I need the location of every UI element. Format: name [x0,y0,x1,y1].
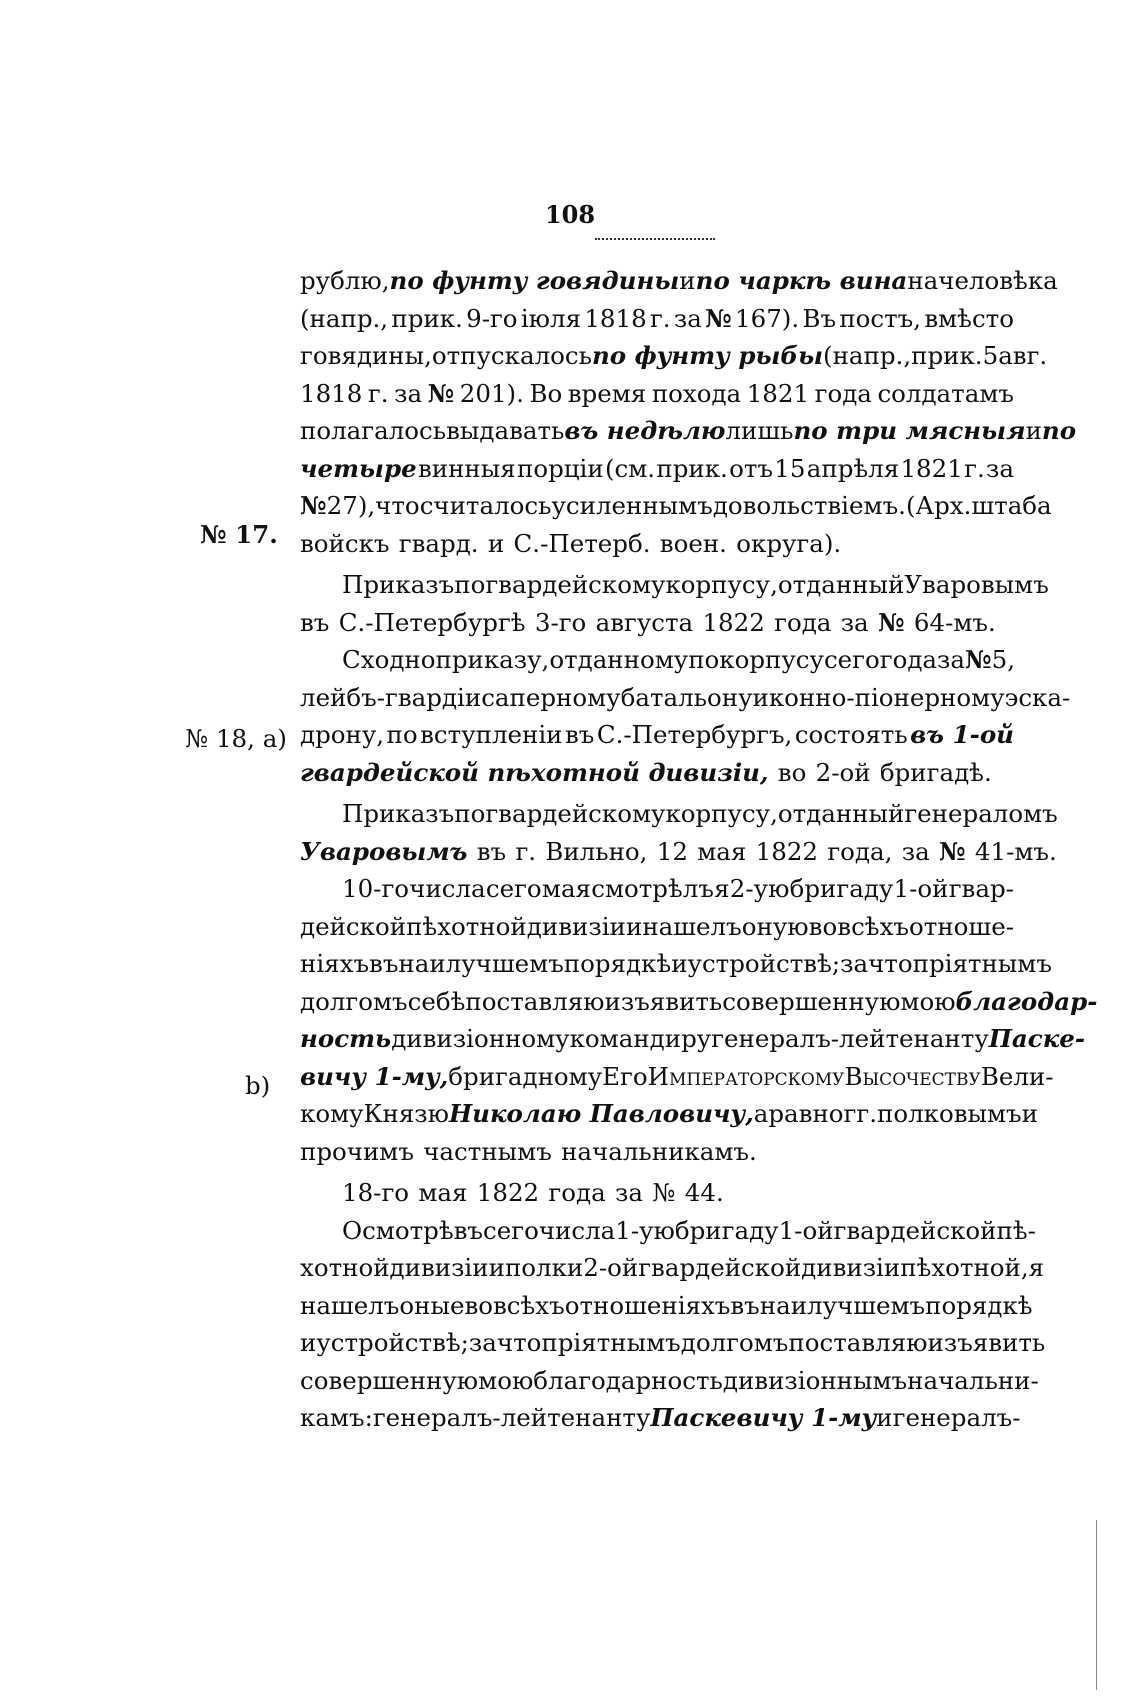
page-number: 108 [544,200,596,229]
text-line: 1818 г. за № 201). Во время похода 1821 года солдатамъ [300,378,1014,408]
main-text [300,262,1098,1437]
text-line: говядины, отпускалось по фунту рыбы (напр., прик. 5 авг. [300,341,1048,370]
entry-number-18b: b) [245,1071,271,1100]
text-line: камъ: генералъ-лейтенанту Паскевичу 1-му и генералъ- [300,1403,1021,1432]
text-line: № 27), что считалось усиленнымъ довольствіемъ. (Арх. штаба [300,491,1052,520]
text-line: кому Князю Николаю Павловичу, а равно гг. полковымъ и [300,1099,1038,1128]
text-line: 10-го числа сего мая смотрѣлъ я 2-ую бригаду 1-ой гвар- [342,874,1014,903]
text-line: лейбъ-гвардіи саперному батальону и конно-піонерному эска- [300,682,1071,712]
text-line: ніяхъ въ наилучшемъ порядкѣ и устройствѣ; за что пріятнымъ [300,949,1052,978]
scan-edge-line [1096,1520,1097,1690]
page-number-ornament [595,232,715,240]
text-line: нашелъ оные во всѣхъ отношеніяхъ въ наилучшемъ порядкѣ [300,1290,1033,1320]
text-line: Уваровымъ въ г. Вильно, 12 мая 1822 года, за № 41-мъ. [300,836,1057,866]
text-line: долгомъ себѣ поставляю изъявить совершенную мою благодар- [300,986,1098,1016]
text-line: (напр., прик. 9-го іюля 1818 г. за № 167). Въ постъ, вмѣсто [300,303,1014,333]
text-line: Сходно приказу, отданному по корпусу сего года за № 5, [342,645,1016,674]
text-line: дейской пѣхотной дивизіи и нашелъ оную во всѣхъ отноше- [300,911,1014,941]
entry-number-18a: № 18, а) [185,724,287,753]
text-line: и устройствѣ; за что пріятнымъ долгомъ поставляю изъявить [300,1328,1046,1357]
entry-17-heading: Приказъ по гвардейскому корпусу, отданный Уваровымъ [342,570,1049,599]
text-line: ность дивизіонному командиру генералъ-лейтенанту Паске- [300,1024,1086,1053]
text-line: полагалось выдавать въ недѣлю лишь по три мясныя и по [300,416,1077,445]
text-line: гвардейской пѣхотной дивизіи, во 2-ой бригадѣ. [300,757,992,787]
entry-18b-heading: 18-го мая 1822 года за № 44. [342,1178,724,1207]
entry-number-17: № 17. [200,520,278,549]
text-line: прочимъ частнымъ начальникамъ. [300,1136,757,1166]
text-line: въ С.-Петербургѣ 3-го августа 1822 года за № 64-мъ. [300,607,996,637]
text-line: хотной дивизіи и полки 2-ой гвардейской дивизіи пѣхотной, я [300,1253,1045,1282]
text-line: рублю, по фунту говядины и по чаркѣ вина на человѣка [300,266,1058,295]
text-line: Осмотрѣвъ сего числа 1-ую бригаду 1-ой гвардейской пѣ- [342,1215,1036,1245]
text-line: совершенную мою благодарность дивизіоннымъ начальни- [300,1365,1039,1395]
entry-18a-heading: Приказъ по гвардейскому корпусу, отданный генераломъ [342,799,1058,828]
text-line: вичу 1-му, бригадному Его Императорскому Высочеству Вели- [300,1061,1054,1091]
text-line: четыре винныя порціи (см. прик. отъ 15 апрѣля 1821 г. за [300,453,1014,483]
text-line: войскъ гвард. и С.-Петерб. воен. округа). [300,528,842,558]
text-line: дрону, по вступленіи въ С.-Петербургъ, состоять въ 1-ой [300,720,1014,749]
